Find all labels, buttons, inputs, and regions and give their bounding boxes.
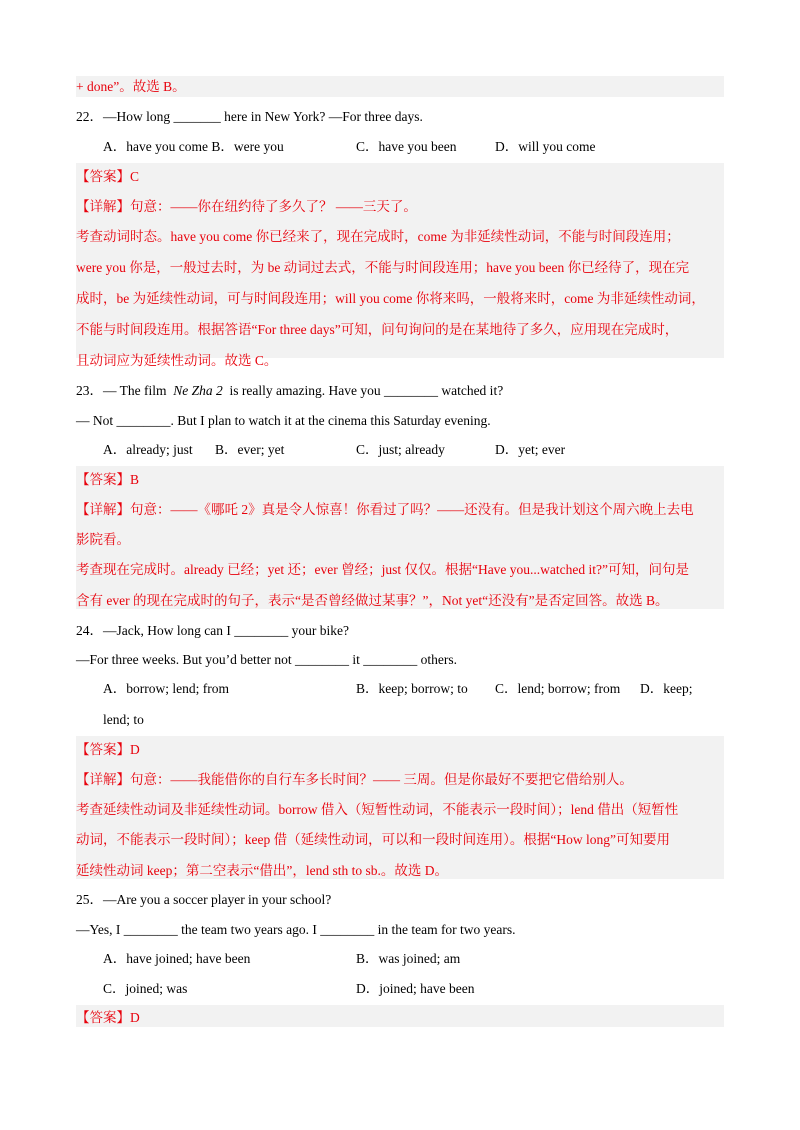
q22-detail-line: 成时，be 为延续性动词，可与时间段连用；will you come 你将来吗，一般将来时，come 为非延续性动词， bbox=[76, 291, 705, 306]
question-22-stem: 22．—How long _______ here in New York? —For three days. bbox=[76, 109, 423, 124]
q25-answer: 【答案】D bbox=[76, 1010, 140, 1025]
q23-film-title: Ne Zha 2 bbox=[173, 383, 223, 398]
q24-option-d: D．keep; bbox=[640, 681, 693, 696]
q23-detail-line: 考查现在完成时。already 已经；yet 还；ever 曾经；just 仅仅。根据“Have you...watched it?”可知，问句是 bbox=[76, 562, 690, 577]
q23-answer: 【答案】B bbox=[76, 472, 140, 487]
q22-option-ab: A．have you come B．were you bbox=[103, 139, 284, 154]
answer-band bbox=[76, 466, 724, 609]
q23-option-c: C．just; already bbox=[356, 442, 445, 457]
q23-option-a: A．already; just bbox=[103, 442, 193, 457]
q22-detail-line: were you 你是，一般过去时，为 be 动词过去式，不能与时间段连用；have you been 你已经待了，现在完 bbox=[76, 260, 690, 275]
q23-detail-line: 【详解】句意：——《哪吒 2》真是令人惊喜！你看过了吗？——还没有。但是我计划这个周六晚上去电 bbox=[76, 502, 694, 517]
q24-option-d-wrap: lend; to bbox=[103, 712, 144, 727]
q24-detail-line: 延续性动词 keep；第二空表示“借出”，lend sth to sb.。故选 D。 bbox=[76, 863, 448, 878]
q25-option-d: D．joined; have been bbox=[356, 981, 475, 996]
q24-answer: 【答案】D bbox=[76, 742, 140, 757]
q23-stem-part: is really amazing. Have you ________ watched it? bbox=[229, 383, 504, 398]
q24-option-b: B．keep; borrow; to bbox=[356, 681, 468, 696]
q23-detail-line: 影院看。 bbox=[76, 532, 130, 547]
q24-detail-line: 考查延续性动词及非延续性动词。borrow 借入（短暂性动词，不能表示一段时间）；lend 借出（短暂性 bbox=[76, 802, 679, 817]
q22-option-d: D．will you come bbox=[495, 139, 596, 154]
question-23-line2: — Not ________. But I plan to watch it at the cinema this Saturday evening. bbox=[76, 413, 491, 428]
q25-option-a: A．have joined; have been bbox=[103, 951, 251, 966]
question-25-line2: —Yes, I ________ the team two years ago. I ________ in the team for two years. bbox=[76, 922, 516, 937]
q22-option-c: C．have you been bbox=[356, 139, 457, 154]
question-25-stem: 25．—Are you a soccer player in your school? bbox=[76, 892, 332, 907]
q24-detail-line: 【详解】句意：——我能借你的自行车多长时间？—— 三周。但是你最好不要把它借给别人。 bbox=[76, 772, 633, 787]
q22-detail-line: 【详解】句意：——你在纽约待了多久了？ ——三天了。 bbox=[76, 199, 417, 214]
question-24-stem: 24．—Jack, How long can I ________ your bike? bbox=[76, 623, 349, 638]
q23-detail-line: 含有 ever 的现在完成时的句子，表示“是否曾经做过某事？”，Not yet“还没有”是否定回答。故选 B。 bbox=[76, 593, 669, 608]
answer-band bbox=[76, 1005, 724, 1027]
q24-detail-line: 动词，不能表示一段时间）；keep 借（延续性动词，可以和一段时间连用）。根据“How long”可知要用 bbox=[76, 832, 670, 847]
question-24-line2: —For three weeks. But you’d better not ________ it ________ others. bbox=[76, 652, 457, 667]
q22-detail-line: 不能与时间段连用。根据答语“For three days”可知，问句询问的是在某地待了多久，应用现在完成时， bbox=[76, 322, 679, 337]
q23-stem-part: 23．— The film bbox=[76, 383, 167, 398]
q22-answer: 【答案】C bbox=[76, 169, 140, 184]
q25-option-b: B．was joined; am bbox=[356, 951, 461, 966]
q24-option-c: C．lend; borrow; from bbox=[495, 681, 621, 696]
q22-detail-line: 考查动词时态。have you come 你已经来了，现在完成时，come 为非延续性动词，不能与时间段连用； bbox=[76, 229, 680, 244]
q25-option-c: C．joined; was bbox=[103, 981, 188, 996]
q22-detail-line: 且动词应为延续性动词。故选 C。 bbox=[76, 353, 278, 368]
q23-option-d: D．yet; ever bbox=[495, 442, 566, 457]
prev-detail-tail: + done”。故选 B。 bbox=[76, 79, 186, 94]
q23-option-b: B．ever; yet bbox=[215, 442, 285, 457]
q24-option-a: A．borrow; lend; from bbox=[103, 681, 229, 696]
question-23-stem bbox=[76, 382, 503, 400]
